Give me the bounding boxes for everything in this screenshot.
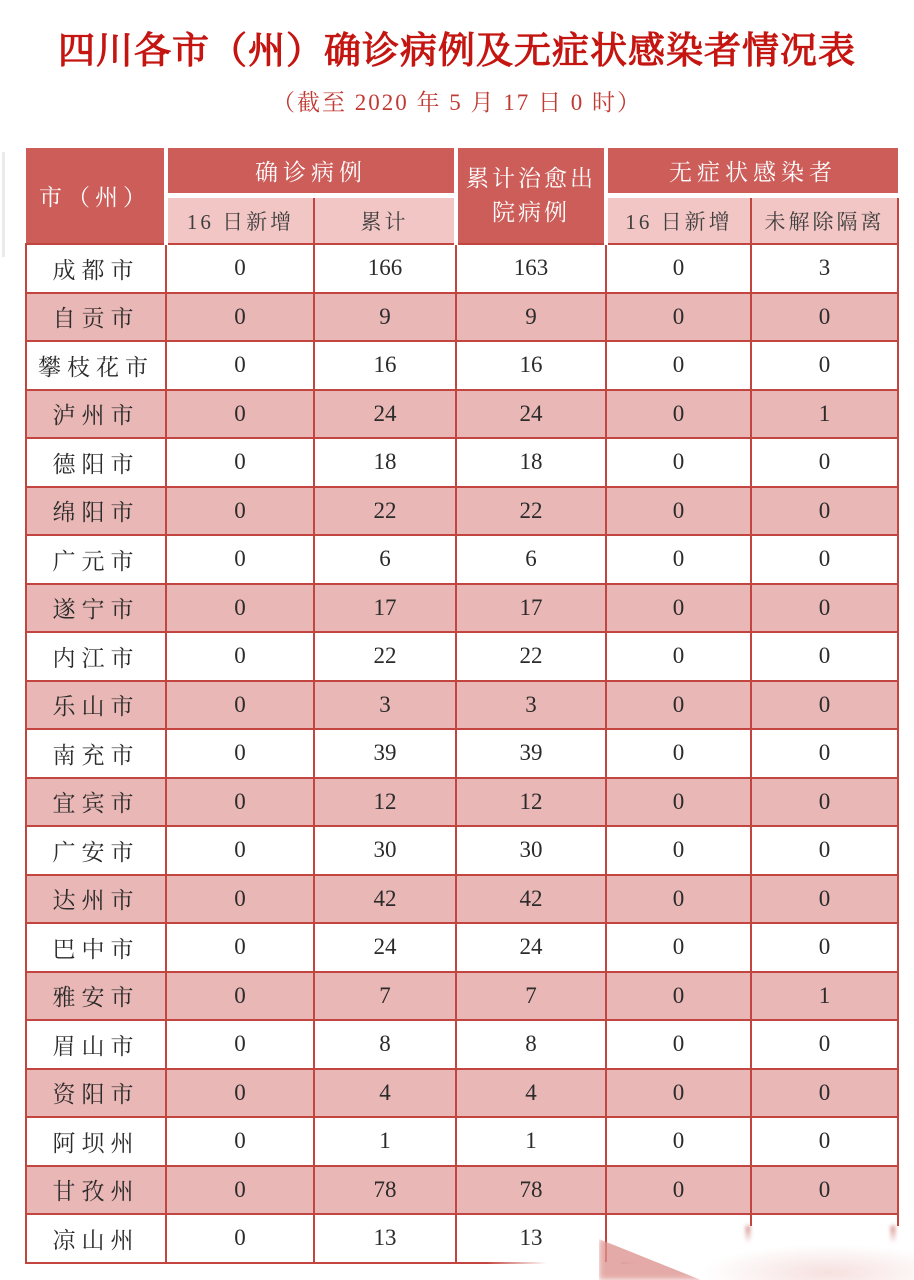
value-cell: 0 — [166, 923, 314, 972]
table-row — [26, 584, 898, 633]
value-cell: 8 — [456, 1020, 606, 1069]
header-cured-label: 累计治愈出院病例 — [466, 166, 596, 225]
value-cell: 0 — [606, 875, 751, 924]
value-cell: 0 — [606, 1020, 751, 1069]
table-row — [26, 681, 898, 730]
value-cell: 0 — [166, 826, 314, 875]
value-cell: 0 — [166, 778, 314, 827]
value-cell: 0 — [166, 1020, 314, 1069]
city-cell: 攀枝花市 — [26, 341, 166, 390]
city-cell: 成都市 — [26, 244, 166, 293]
cases-table — [25, 148, 899, 1264]
value-cell: 39 — [456, 729, 606, 778]
value-cell: 0 — [606, 778, 751, 827]
value-cell: 0 — [751, 584, 898, 633]
value-cell: 0 — [751, 1117, 898, 1166]
city-cell: 自贡市 — [26, 293, 166, 342]
value-cell: 0 — [606, 438, 751, 487]
value-cell: 22 — [314, 487, 456, 536]
city-cell: 乐山市 — [26, 681, 166, 730]
value-cell: 9 — [456, 293, 606, 342]
table-row — [26, 535, 898, 584]
value-cell: 0 — [166, 1117, 314, 1166]
value-cell: 0 — [751, 875, 898, 924]
value-cell: 24 — [314, 390, 456, 439]
value-cell: 0 — [606, 826, 751, 875]
value-cell: 0 — [606, 632, 751, 681]
value-cell: 0 — [606, 1069, 751, 1118]
city-cell: 广安市 — [26, 826, 166, 875]
table-row — [26, 487, 898, 536]
value-cell: 8 — [314, 1020, 456, 1069]
table-row — [26, 1117, 898, 1166]
value-cell: 78 — [314, 1166, 456, 1215]
value-cell: 0 — [751, 487, 898, 536]
city-cell: 巴中市 — [26, 923, 166, 972]
header-city-column: 市（州） — [26, 148, 166, 244]
city-cell: 雅安市 — [26, 972, 166, 1021]
value-cell: 39 — [314, 729, 456, 778]
value-cell: 22 — [314, 632, 456, 681]
table-row — [26, 972, 898, 1021]
value-cell: 78 — [456, 1166, 606, 1215]
value-cell: 6 — [456, 535, 606, 584]
value-cell: 0 — [751, 778, 898, 827]
value-cell: 0 — [751, 632, 898, 681]
value-cell: 0 — [606, 293, 751, 342]
value-cell: 7 — [314, 972, 456, 1021]
value-cell: 0 — [606, 1166, 751, 1215]
city-cell: 遂宁市 — [26, 584, 166, 633]
value-cell: 0 — [166, 681, 314, 730]
table-row — [26, 778, 898, 827]
header-asymptomatic-not-released: 未解除隔离 — [751, 196, 898, 245]
value-cell: 0 — [606, 244, 751, 293]
table-row — [26, 390, 898, 439]
city-cell: 德阳市 — [26, 438, 166, 487]
city-cell: 绵阳市 — [26, 487, 166, 536]
value-cell: 17 — [456, 584, 606, 633]
value-cell: 0 — [751, 923, 898, 972]
value-cell: 4 — [456, 1069, 606, 1118]
value-cell: 0 — [166, 341, 314, 390]
table-row — [26, 293, 898, 342]
value-cell: 17 — [314, 584, 456, 633]
value-cell: 1 — [456, 1117, 606, 1166]
table-row — [26, 1069, 898, 1118]
value-cell: 0 — [606, 1117, 751, 1166]
value-cell: 0 — [166, 535, 314, 584]
value-cell: 0 — [751, 729, 898, 778]
value-cell: 3 — [314, 681, 456, 730]
value-cell: 0 — [166, 972, 314, 1021]
value-cell: 0 — [606, 729, 751, 778]
value-cell: 9 — [314, 293, 456, 342]
value-cell: 0 — [166, 390, 314, 439]
value-cell: 0 — [606, 341, 751, 390]
value-cell: 0 — [751, 438, 898, 487]
value-cell: 0 — [606, 972, 751, 1021]
watermark-soft-blob — [700, 1244, 914, 1280]
table-body — [26, 244, 898, 1263]
city-cell: 资阳市 — [26, 1069, 166, 1118]
value-cell: 0 — [166, 1214, 314, 1263]
header-asymptomatic-new: 16 日新增 — [606, 196, 751, 245]
table-header — [26, 148, 898, 244]
value-cell: 0 — [166, 438, 314, 487]
value-cell: 0 — [166, 1166, 314, 1215]
page-subtitle: （截至 2020 年 5 月 17 日 0 时） — [272, 90, 642, 115]
value-cell: 0 — [166, 293, 314, 342]
city-cell: 宜宾市 — [26, 778, 166, 827]
value-cell: 0 — [606, 487, 751, 536]
value-cell: 18 — [456, 438, 606, 487]
value-cell: 7 — [456, 972, 606, 1021]
value-cell: 0 — [751, 1020, 898, 1069]
header-confirmed-new: 16 日新增 — [166, 196, 314, 245]
header-asymptomatic-group: 无症状感染者 — [606, 148, 898, 196]
value-cell: 18 — [314, 438, 456, 487]
fading-border-stub — [891, 1226, 895, 1243]
city-cell: 眉山市 — [26, 1020, 166, 1069]
table-row — [26, 826, 898, 875]
value-cell: 1 — [314, 1117, 456, 1166]
table-row — [26, 341, 898, 390]
value-cell: 0 — [166, 244, 314, 293]
value-cell: 0 — [751, 1069, 898, 1118]
value-cell: 12 — [456, 778, 606, 827]
table-row — [26, 244, 898, 293]
value-cell: 0 — [751, 535, 898, 584]
table-row — [26, 1020, 898, 1069]
value-cell: 0 — [751, 681, 898, 730]
table-row — [26, 875, 898, 924]
value-cell: 3 — [456, 681, 606, 730]
value-cell: 4 — [314, 1069, 456, 1118]
value-cell: 0 — [751, 293, 898, 342]
value-cell: 0 — [606, 681, 751, 730]
value-cell: 1 — [751, 972, 898, 1021]
city-cell: 阿坝州 — [26, 1117, 166, 1166]
value-cell: 1 — [751, 390, 898, 439]
fading-border-stub — [746, 1226, 750, 1243]
header-confirmed-group: 确诊病例 — [166, 148, 456, 196]
page-title: 四川各市（州）确诊病例及无症状感染者情况表 — [58, 30, 856, 71]
value-cell: 30 — [314, 826, 456, 875]
value-cell: 30 — [456, 826, 606, 875]
value-cell: 13 — [456, 1214, 606, 1263]
value-cell: 12 — [314, 778, 456, 827]
value-cell: 0 — [166, 632, 314, 681]
header-row-groups — [26, 148, 898, 196]
city-cell: 南充市 — [26, 729, 166, 778]
value-cell: 163 — [456, 244, 606, 293]
value-cell: 0 — [606, 923, 751, 972]
value-cell: 0 — [751, 826, 898, 875]
value-cell: 3 — [751, 244, 898, 293]
value-cell: 166 — [314, 244, 456, 293]
value-cell: 42 — [456, 875, 606, 924]
table-row — [26, 1166, 898, 1215]
value-cell: 22 — [456, 632, 606, 681]
table-row — [26, 632, 898, 681]
value-cell: 0 — [606, 584, 751, 633]
table-row — [26, 729, 898, 778]
scan-artifact — [2, 152, 5, 257]
city-cell: 广元市 — [26, 535, 166, 584]
table-row — [26, 923, 898, 972]
header-cured-column — [456, 148, 606, 244]
value-cell: 0 — [751, 1166, 898, 1215]
value-cell: 0 — [166, 487, 314, 536]
city-cell: 甘孜州 — [26, 1166, 166, 1215]
city-cell: 凉山州 — [26, 1214, 166, 1263]
header-confirmed-cumulative: 累计 — [314, 196, 456, 245]
value-cell: 13 — [314, 1214, 456, 1263]
value-cell: 0 — [606, 390, 751, 439]
value-cell: 24 — [456, 390, 606, 439]
value-cell: 0 — [606, 535, 751, 584]
value-cell: 6 — [314, 535, 456, 584]
value-cell: 0 — [166, 1069, 314, 1118]
value-cell: 0 — [166, 729, 314, 778]
city-cell: 达州市 — [26, 875, 166, 924]
value-cell: 42 — [314, 875, 456, 924]
value-cell: 22 — [456, 487, 606, 536]
city-cell: 内江市 — [26, 632, 166, 681]
value-cell: 0 — [166, 875, 314, 924]
value-cell: 16 — [456, 341, 606, 390]
value-cell: 0 — [166, 584, 314, 633]
value-cell: 16 — [314, 341, 456, 390]
city-cell: 泸州市 — [26, 390, 166, 439]
value-cell: 0 — [751, 341, 898, 390]
value-cell: 24 — [456, 923, 606, 972]
table-row — [26, 438, 898, 487]
value-cell: 24 — [314, 923, 456, 972]
